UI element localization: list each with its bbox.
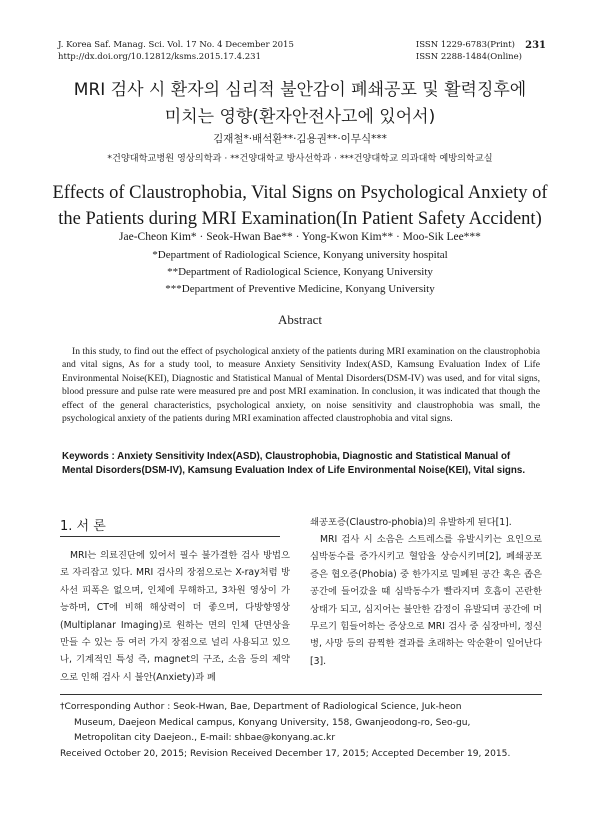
english-affiliation-2: **Department of Radiological Science, Konyang University [167, 266, 433, 278]
english-affiliation-1: *Department of Radiological Science, Konyang university hospital [152, 249, 448, 261]
section-title: 1. 서 론 [60, 519, 106, 534]
corresponding-author-line2: Museum, Daejeon Medical campus, Konyang University, 158, Gwanjeodong-ro, Seo-gu, [74, 717, 471, 728]
page-number: 231 [525, 40, 546, 51]
doi-link[interactable]: http://dx.doi.org/10.12812/ksms.2015.17.4.231 [58, 51, 261, 62]
english-title [40, 180, 560, 232]
issn-block [416, 40, 522, 63]
received-dates: Received October 20, 2015; Revision Received December 17, 2015; Accepted December 19, 2015. [60, 748, 511, 759]
korean-title [40, 77, 560, 131]
korean-affiliations: *건양대학교병원 영상의학과 · **건양대학교 방사선학과 · ***건양대학교 의과대학 예방의학교실 [107, 153, 493, 164]
english-affiliation-3: ***Department of Preventive Medicine, Konyang University [165, 283, 435, 295]
english-title-line1: Effects of Claustrophobia, Vital Signs on Psychological Anxiety of [52, 183, 548, 203]
english-title-line2: the Patients during MRI Examination(In Patient Safety Accident) [58, 209, 542, 229]
journal-name: J. Korea Saf. Manag. Sci. Vol. 17 No. 4 December 2015 [58, 40, 294, 50]
issn-print: ISSN 1229-6783(Print) [415, 40, 515, 50]
journal-citation [58, 40, 294, 63]
intro-right-continuation: 쇄공포증(Claustro-phobia)의 유발하게 된다[1]. [310, 517, 512, 528]
abstract-body: In this study, to find out the effect of psychological anxiety of the patients during MRI examination on the claustrophobia and vital signs, As for a study tool, to measure Anxiety Sensitivity Index(ASD, Kamsung Evaluation Index of Life Environmental Noise(KEI), Diagnostic and Statistical Manual of Mental Disorders(DSM-IV) was used, and for vital signs, blood pressure and pulse rate were measured pre and post MRI examination. In conclusion, it was indicated that though the effect of the general characteristics, psychological anxiety, on noise sensitivity and claustrophobia was small, the psychological anxiety of the patients during MRI examination affected claustrophobia and vital signs. [62, 346, 540, 425]
abstract-heading: Abstract [277, 312, 323, 327]
corresponding-author-line1: †Corresponding Author : Seok-Hwan, Bae, Department of Radiological Science, Juk-heon [60, 702, 462, 712]
intro-right-paragraph: MRI 검사 시 소음은 스트레스를 유발시키는 요인으로 심박동수를 증가시키고 혈압을 상승시키며[2], 폐쇄공포증은 협오증(Phobia) 중 한가지로 밀폐된 공간 혹은 좁은 공간에 들어갔을 때 심박동수가 빨라지며 호흡이 곤란한 상태가 되고, 심지어는 불안한 감정이 유발되며 공간에 머무르기 힘들어하는 증상으로 MRI 검사 중 심장마비, 정신병, 사망 등의 끔찍한 결과를 초래하는 악순환이 일어난다[3]. [310, 534, 542, 667]
korean-title-line2: 미치는 영향(환자안전사고에 있어서) [164, 107, 436, 127]
korean-title-line1: MRI 검사 시 환자의 심리적 불안감이 폐쇄공포 및 활력징후에 [73, 80, 527, 100]
section-divider [60, 536, 280, 537]
correspondence-footnote [60, 700, 542, 762]
corresponding-author-line3: Metropolitan city Daejeon., E-mail: shbae@konyang.ac.kr [74, 733, 336, 744]
keywords: Keywords : Anxiety Sensitivity Index(ASD), Claustrophobia, Diagnostic and Statistical Manual of Mental Disorders(DSM-IV), Kamsung Evaluation Index of Life Environmental Noise(KEI), Vital signs. [62, 451, 526, 476]
issn-online: ISSN 2288-1484(Online) [415, 51, 522, 62]
korean-authors: 김재철*·배석환**·김용권**·이무식*** [213, 133, 387, 145]
english-authors: Jae-Cheon Kim* · Seok-Hwan Bae** · Yong-Kwon Kim** · Moo-Sik Lee*** [119, 231, 481, 243]
footnote-divider [60, 694, 542, 695]
intro-left-paragraph: MRI는 의료진단에 있어서 필수 불가결한 검사 방법으로 자리잡고 있다. MRI 검사의 장점으로는 X-ray처럼 방사선 피폭은 없으며, 인체에 무해하고, 3차원 영상이 가능하며, CT에 비해 해상력이 더 좋으며, 다방향영상(Multiplanar Imaging)로 원하는 면의 인체 단면상을 만들 수 있는 등 여러 가지 장점으로 널리 사용되고 있으나, 기계적인 특성 즉, magnet의 구조, 소음 등의 제약으로 인해 검사 시 불안(Anxiety)과 폐 [60, 550, 290, 683]
